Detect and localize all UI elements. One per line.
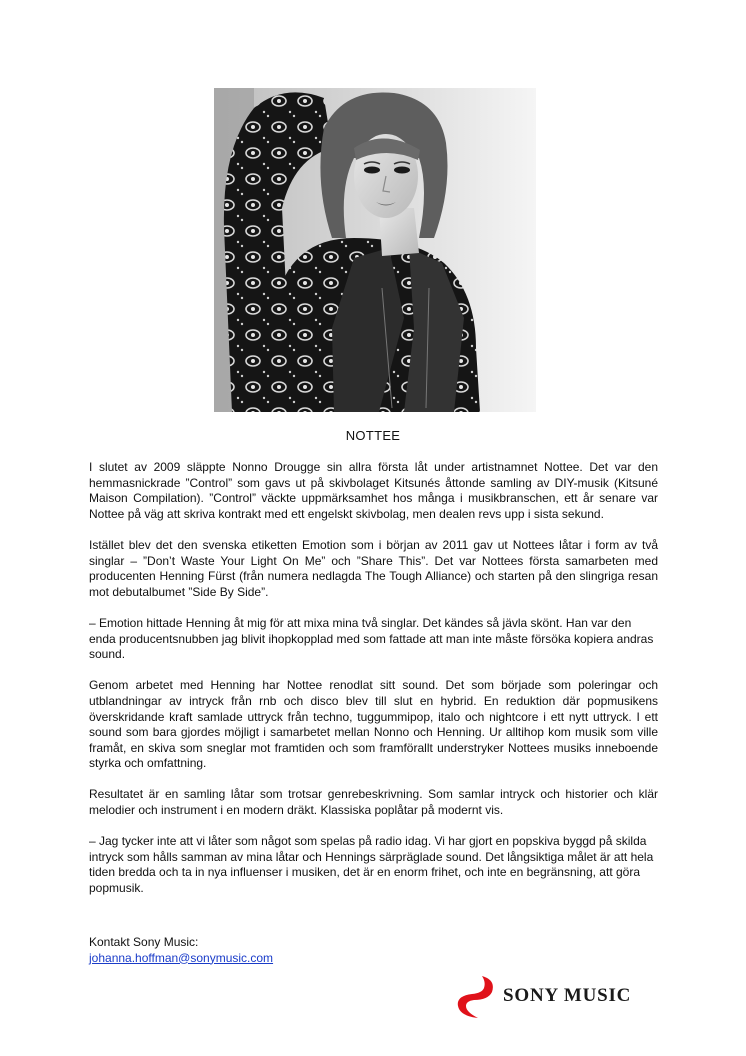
artist-photo xyxy=(214,88,536,412)
page-title: NOTTEE xyxy=(345,428,401,443)
paragraph: – Emotion hittade Henning åt mig för att mixa mina två singlar. Det kändes så jävla skönt. Han var den enda producentsnubben jag blivit ihopkopplad med som fattade att man inte måste försöka kopiera andras sound. xyxy=(89,615,654,662)
article-body xyxy=(89,460,658,912)
sony-music-swoosh-icon xyxy=(452,972,500,1022)
sony-music-logo xyxy=(452,972,662,1022)
contact-email-link[interactable]: johanna.hoffman@sonymusic.com xyxy=(89,950,274,965)
paragraph: Genom arbetet med Henning har Nottee renodlat sitt sound. Det som började som poleringar och utblandningar av intryck från rnb och disco blev till slut en hybrid. En reduktion där popmusikens överskridande kraft samlade uttryck från techno, tuggummipop, italo och nightcore i ett nytt uttryck. I ett sound som bara gjordes möjligt i samarbetet mellan Nonno och Henning. Ur alltihop kom musik som ville framåt, en skiva som sneglar mot framtiden och som framförallt understryker Nottees musiks inneboende styrka och omfattning. xyxy=(89,678,658,771)
logo-text: SONY MUSIC xyxy=(503,985,632,1006)
contact-label: Kontakt Sony Music: xyxy=(89,935,199,949)
paragraph: I slutet av 2009 släppte Nonno Drougge sin allra första låt under artistnamnet Nottee. Det var den hemmasnickrade ”Control” som gavs ut på skivbolaget Kitsunés åttonde samling av DIY-musik (Kitsuné Maison Compilation). ”Control” väckte uppmärksamhet hos många i musikbranschen, ett år senare var Nottee på väg att skriva kontrakt med ett engelskt skivbolag, men dealen revs upp i sista sekund. xyxy=(89,460,658,521)
paragraph: Istället blev det den svenska etiketten Emotion som i början av 2011 gav ut Nottees låtar i form av två singlar – ”Don’t Waste Your Light On Me” och ”Share This”. Det var Nottees första samarbeten med producenten Henning Fürst (från numera nedlagda The Tough Alliance) och starten på den slingriga resan mot debutalbumet ”Side By Side”. xyxy=(89,537,658,599)
contact-block xyxy=(89,935,273,966)
paragraph: – Jag tycker inte att vi låter som något som spelas på radio idag. Vi har gjort en popskiva byggd på skilda intryck som hålls samman av mina låtar och Hennings särpräglade sound. Det långsiktiga målet är att hela tiden bredda och ta in nya influenser i musiken, det är en enorm frihet, och inte en begränsning, att göra popmusik. xyxy=(89,834,654,896)
paragraph: Resultatet är en samling låtar som trotsar genrebeskrivning. Som samlar intryck och historier och klär melodier och instrument i en modern dräkt. Klassiska poplåtar på modernt vis. xyxy=(89,787,658,818)
artist-portrait-icon xyxy=(214,88,536,412)
